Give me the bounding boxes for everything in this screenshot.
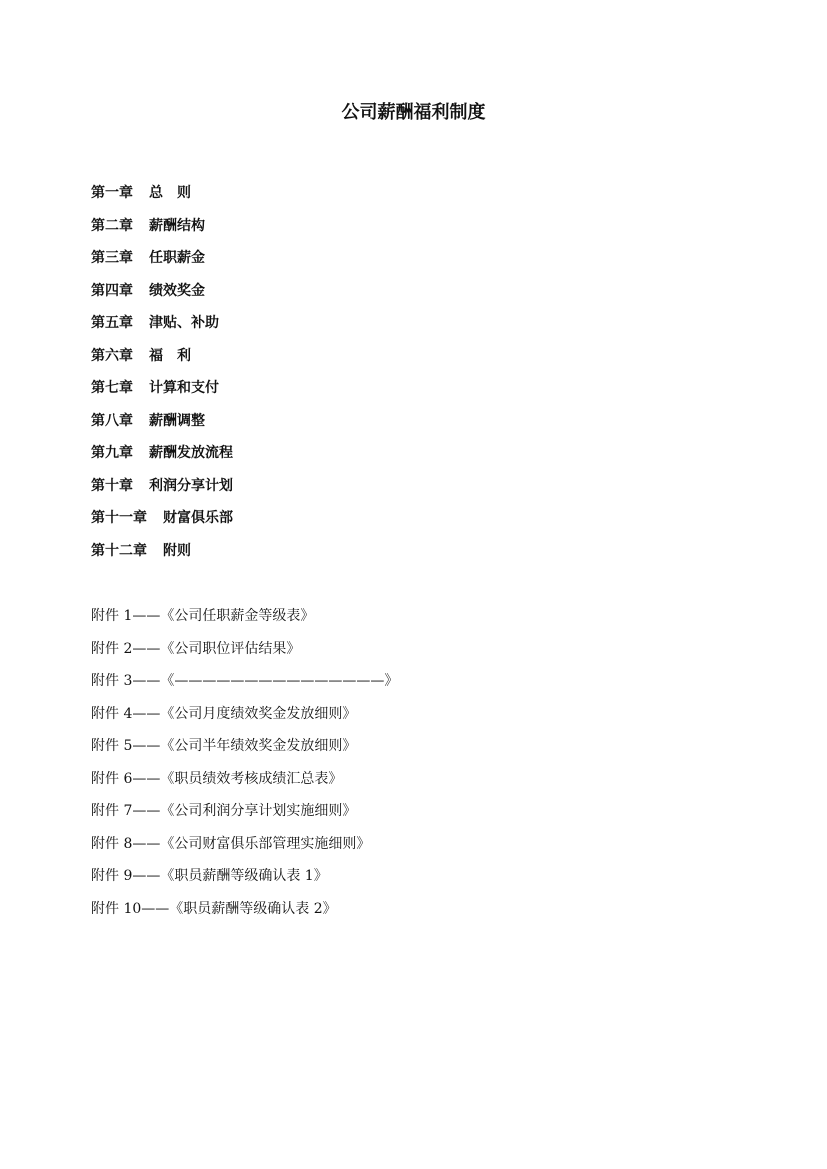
chapter-number: 第八章 — [91, 412, 133, 429]
chapter-item — [91, 280, 233, 313]
chapter-number: 第十二章 — [91, 542, 147, 559]
chapter-number: 第一章 — [91, 185, 133, 201]
chapter-number: 第十一章 — [91, 510, 147, 526]
chapter-item — [91, 312, 233, 345]
chapter-list — [91, 182, 233, 572]
chapter-title: 绩效奖金 — [149, 282, 205, 299]
chapter-title: 利润分享计划 — [149, 477, 233, 494]
document-title: 公司薪酬福利制度 — [341, 102, 486, 123]
chapter-item — [91, 182, 233, 215]
attachment-list — [91, 605, 398, 930]
chapter-title: 福 利 — [149, 347, 191, 364]
chapter-number: 第六章 — [91, 347, 133, 364]
chapter-number: 第五章 — [91, 315, 133, 331]
chapter-item — [91, 475, 233, 508]
chapter-number: 第十章 — [91, 477, 133, 494]
chapter-title: 总 则 — [149, 185, 191, 201]
attachment-item: 附件 7——《公司利润分享计划实施细则》 — [91, 803, 357, 819]
chapter-title: 薪酬调整 — [149, 412, 205, 429]
attachment-item: 附件 3——《———————————————》 — [91, 673, 399, 689]
chapter-item — [91, 442, 233, 475]
chapter-title: 附则 — [163, 542, 191, 559]
attachment-item: 附件 1——《公司任职薪金等级表》 — [91, 608, 315, 624]
chapter-title: 计算和支付 — [149, 380, 219, 396]
attachment-item: 附件 4——《公司月度绩效奖金发放细则》 — [91, 705, 357, 722]
chapter-item — [91, 540, 233, 573]
chapter-number: 第四章 — [91, 282, 133, 299]
attachment-item: 附件 9——《职员薪酬等级确认表 1》 — [91, 868, 328, 884]
chapter-number: 第七章 — [91, 380, 133, 396]
chapter-title: 薪酬结构 — [149, 217, 205, 234]
chapter-number: 第三章 — [91, 250, 133, 266]
attachment-item: 附件 8——《公司财富俱乐部管理实施细则》 — [91, 835, 371, 852]
chapter-item — [91, 345, 233, 378]
chapter-item — [91, 507, 233, 540]
chapter-title: 津贴、补助 — [149, 315, 219, 331]
chapter-number: 第九章 — [91, 445, 133, 461]
chapter-title: 薪酬发放流程 — [149, 445, 233, 461]
chapter-item — [91, 247, 233, 280]
attachment-item: 附件 5——《公司半年绩效奖金发放细则》 — [91, 738, 357, 754]
chapter-item — [91, 215, 233, 248]
chapter-title: 任职薪金 — [149, 250, 205, 266]
attachment-item: 附件 10——《职员薪酬等级确认表 2》 — [91, 900, 337, 917]
chapter-title: 财富俱乐部 — [163, 510, 233, 526]
attachment-item: 附件 2——《公司职位评估结果》 — [91, 640, 301, 657]
chapter-item — [91, 377, 233, 410]
chapter-item — [91, 410, 233, 443]
attachment-item: 附件 6——《职员绩效考核成绩汇总表》 — [91, 770, 343, 787]
chapter-number: 第二章 — [91, 217, 133, 234]
